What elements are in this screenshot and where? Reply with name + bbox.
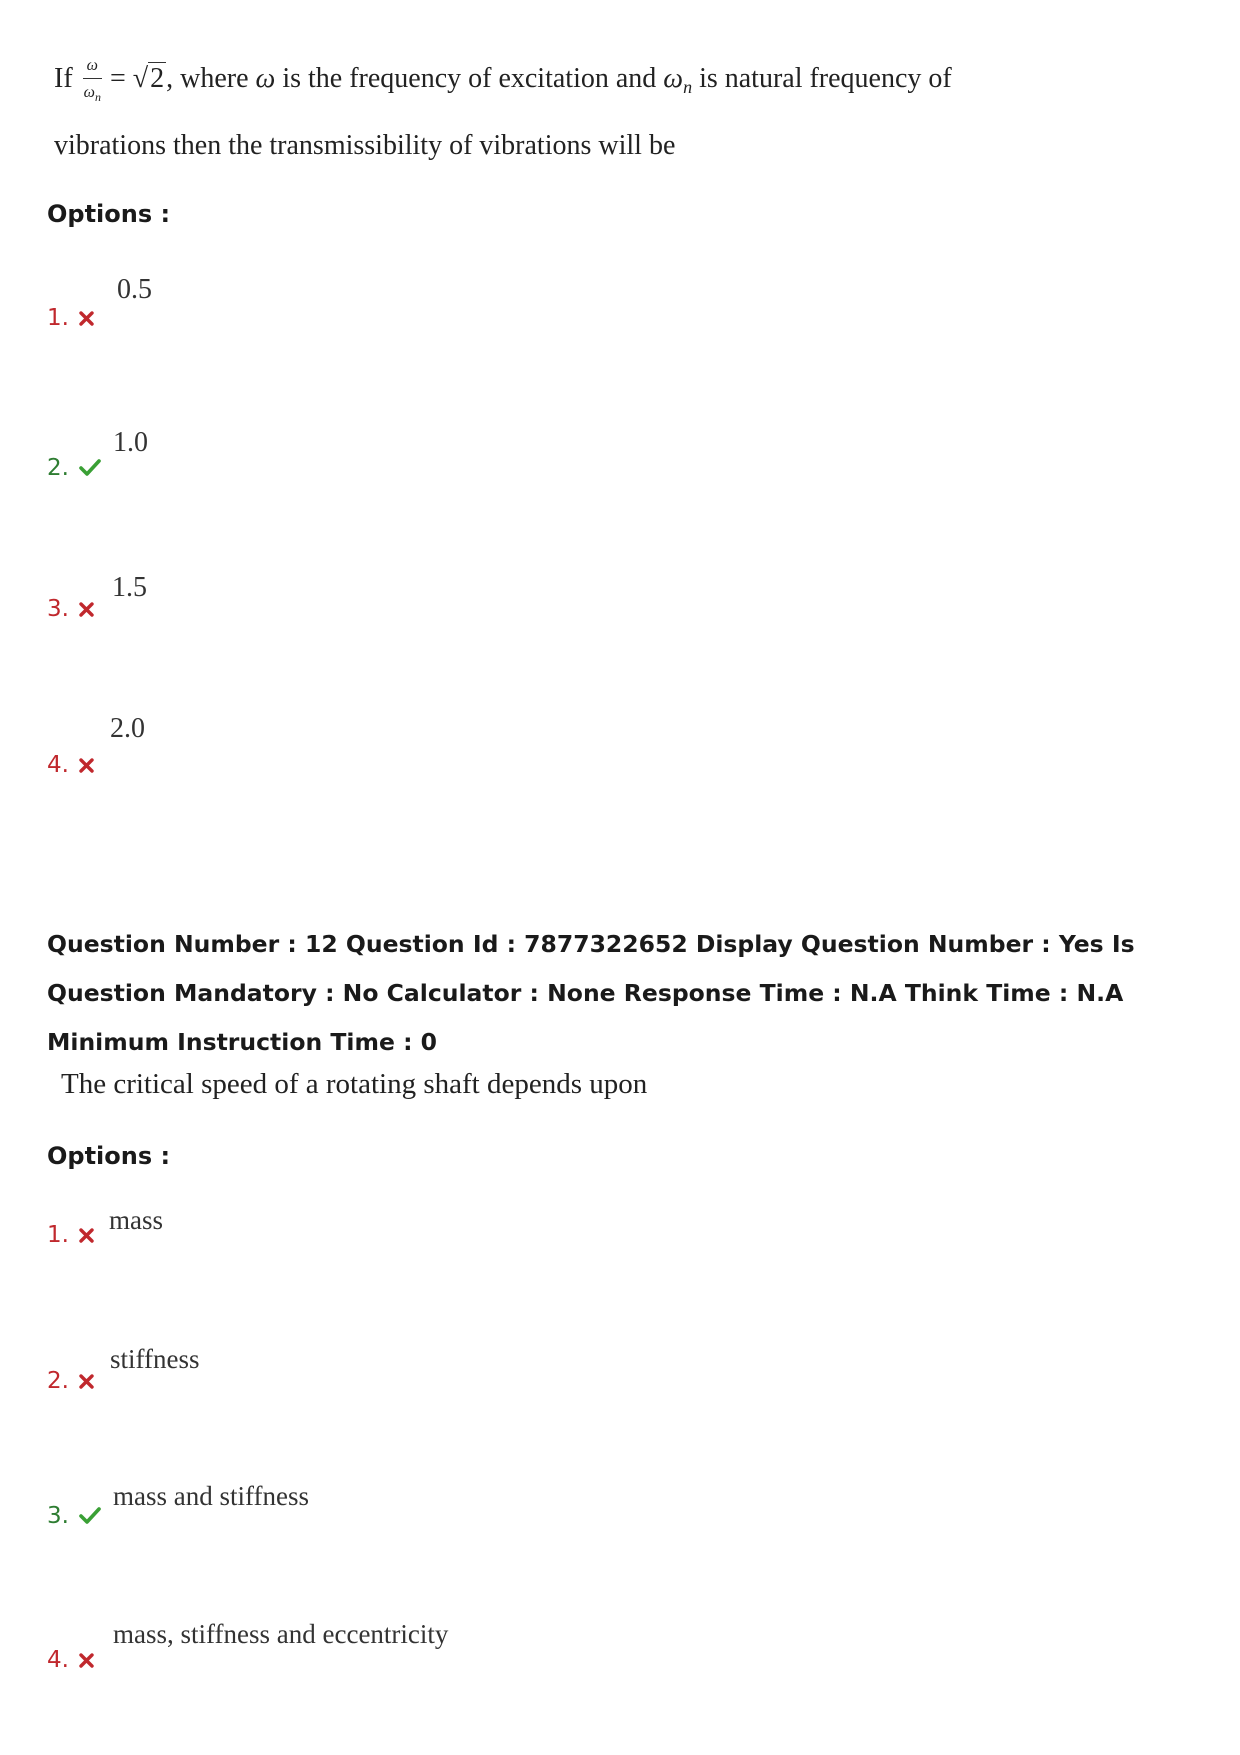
cross-icon bbox=[79, 1653, 94, 1668]
check-icon bbox=[79, 1507, 101, 1525]
option-number: 1. bbox=[47, 1222, 69, 1248]
option-number: 2. bbox=[47, 1368, 69, 1394]
option-number: 3. bbox=[47, 596, 69, 622]
fraction-numerator: ω bbox=[83, 58, 102, 79]
frequency-ratio-fraction bbox=[83, 58, 102, 103]
q11-prefix: If bbox=[54, 62, 73, 94]
cross-icon bbox=[79, 602, 94, 617]
q11-options-label: Options : bbox=[47, 200, 171, 228]
option-number: 4. bbox=[47, 752, 69, 778]
q12-option-3 bbox=[47, 1503, 101, 1529]
q12-metadata: Question Number : 12 Question Id : 7877322652 Display Question Number : Yes Is Question Mandatory : No Calculator : None Response Time : N.A Think Time : N.A Minimum Instruction Time : 0 bbox=[47, 930, 1135, 1056]
q11-text-c: is natural frequency of bbox=[699, 62, 952, 94]
q11-text-line1 bbox=[54, 58, 952, 103]
q11-option-4 bbox=[47, 752, 94, 778]
q12-option-1-text: mass bbox=[109, 1205, 163, 1235]
q12-option-4-text: mass, stiffness and eccentricity bbox=[113, 1619, 449, 1649]
equals-sign: = bbox=[109, 62, 126, 94]
q11-option-2-text: 1.0 bbox=[113, 427, 148, 458]
q11-option-3-text: 1.5 bbox=[112, 572, 147, 603]
q11-option-4-text: 2.0 bbox=[110, 713, 145, 744]
q11-text-a: , where bbox=[166, 62, 249, 94]
q11-option-1-text: 0.5 bbox=[117, 274, 152, 305]
q11-option-2 bbox=[47, 455, 101, 481]
option-number: 3. bbox=[47, 1503, 69, 1529]
q12-option-1 bbox=[47, 1222, 94, 1248]
q11-option-1 bbox=[47, 305, 94, 331]
q11-option-3 bbox=[47, 596, 94, 622]
cross-icon bbox=[79, 1228, 94, 1243]
check-icon bbox=[79, 459, 101, 477]
cross-icon bbox=[79, 311, 94, 326]
q12-question-text: The critical speed of a rotating shaft depends upon bbox=[61, 1068, 648, 1100]
cross-icon bbox=[79, 758, 94, 773]
q12-option-3-text: mass and stiffness bbox=[113, 1481, 309, 1511]
q12-option-2 bbox=[47, 1368, 94, 1394]
q12-option-4 bbox=[47, 1647, 94, 1673]
omega-symbol: ω bbox=[255, 62, 276, 94]
q12-options-label: Options : bbox=[47, 1142, 171, 1170]
q12-option-2-text: stiffness bbox=[110, 1344, 200, 1374]
cross-icon bbox=[79, 1374, 94, 1389]
fraction-denominator: $\omega_n$ bbox=[83, 84, 101, 104]
q11-text-line2: vibrations then the transmissibility of vibrations will be bbox=[54, 130, 676, 161]
q11-text-b: is the frequency of excitation and bbox=[282, 62, 657, 94]
option-number: 1. bbox=[47, 305, 69, 331]
sqrt-expression: √2 bbox=[132, 62, 165, 94]
option-number: 2. bbox=[47, 455, 69, 481]
option-number: 4. bbox=[47, 1647, 69, 1673]
omega-n-symbol: $\omega_n$ bbox=[663, 62, 693, 97]
